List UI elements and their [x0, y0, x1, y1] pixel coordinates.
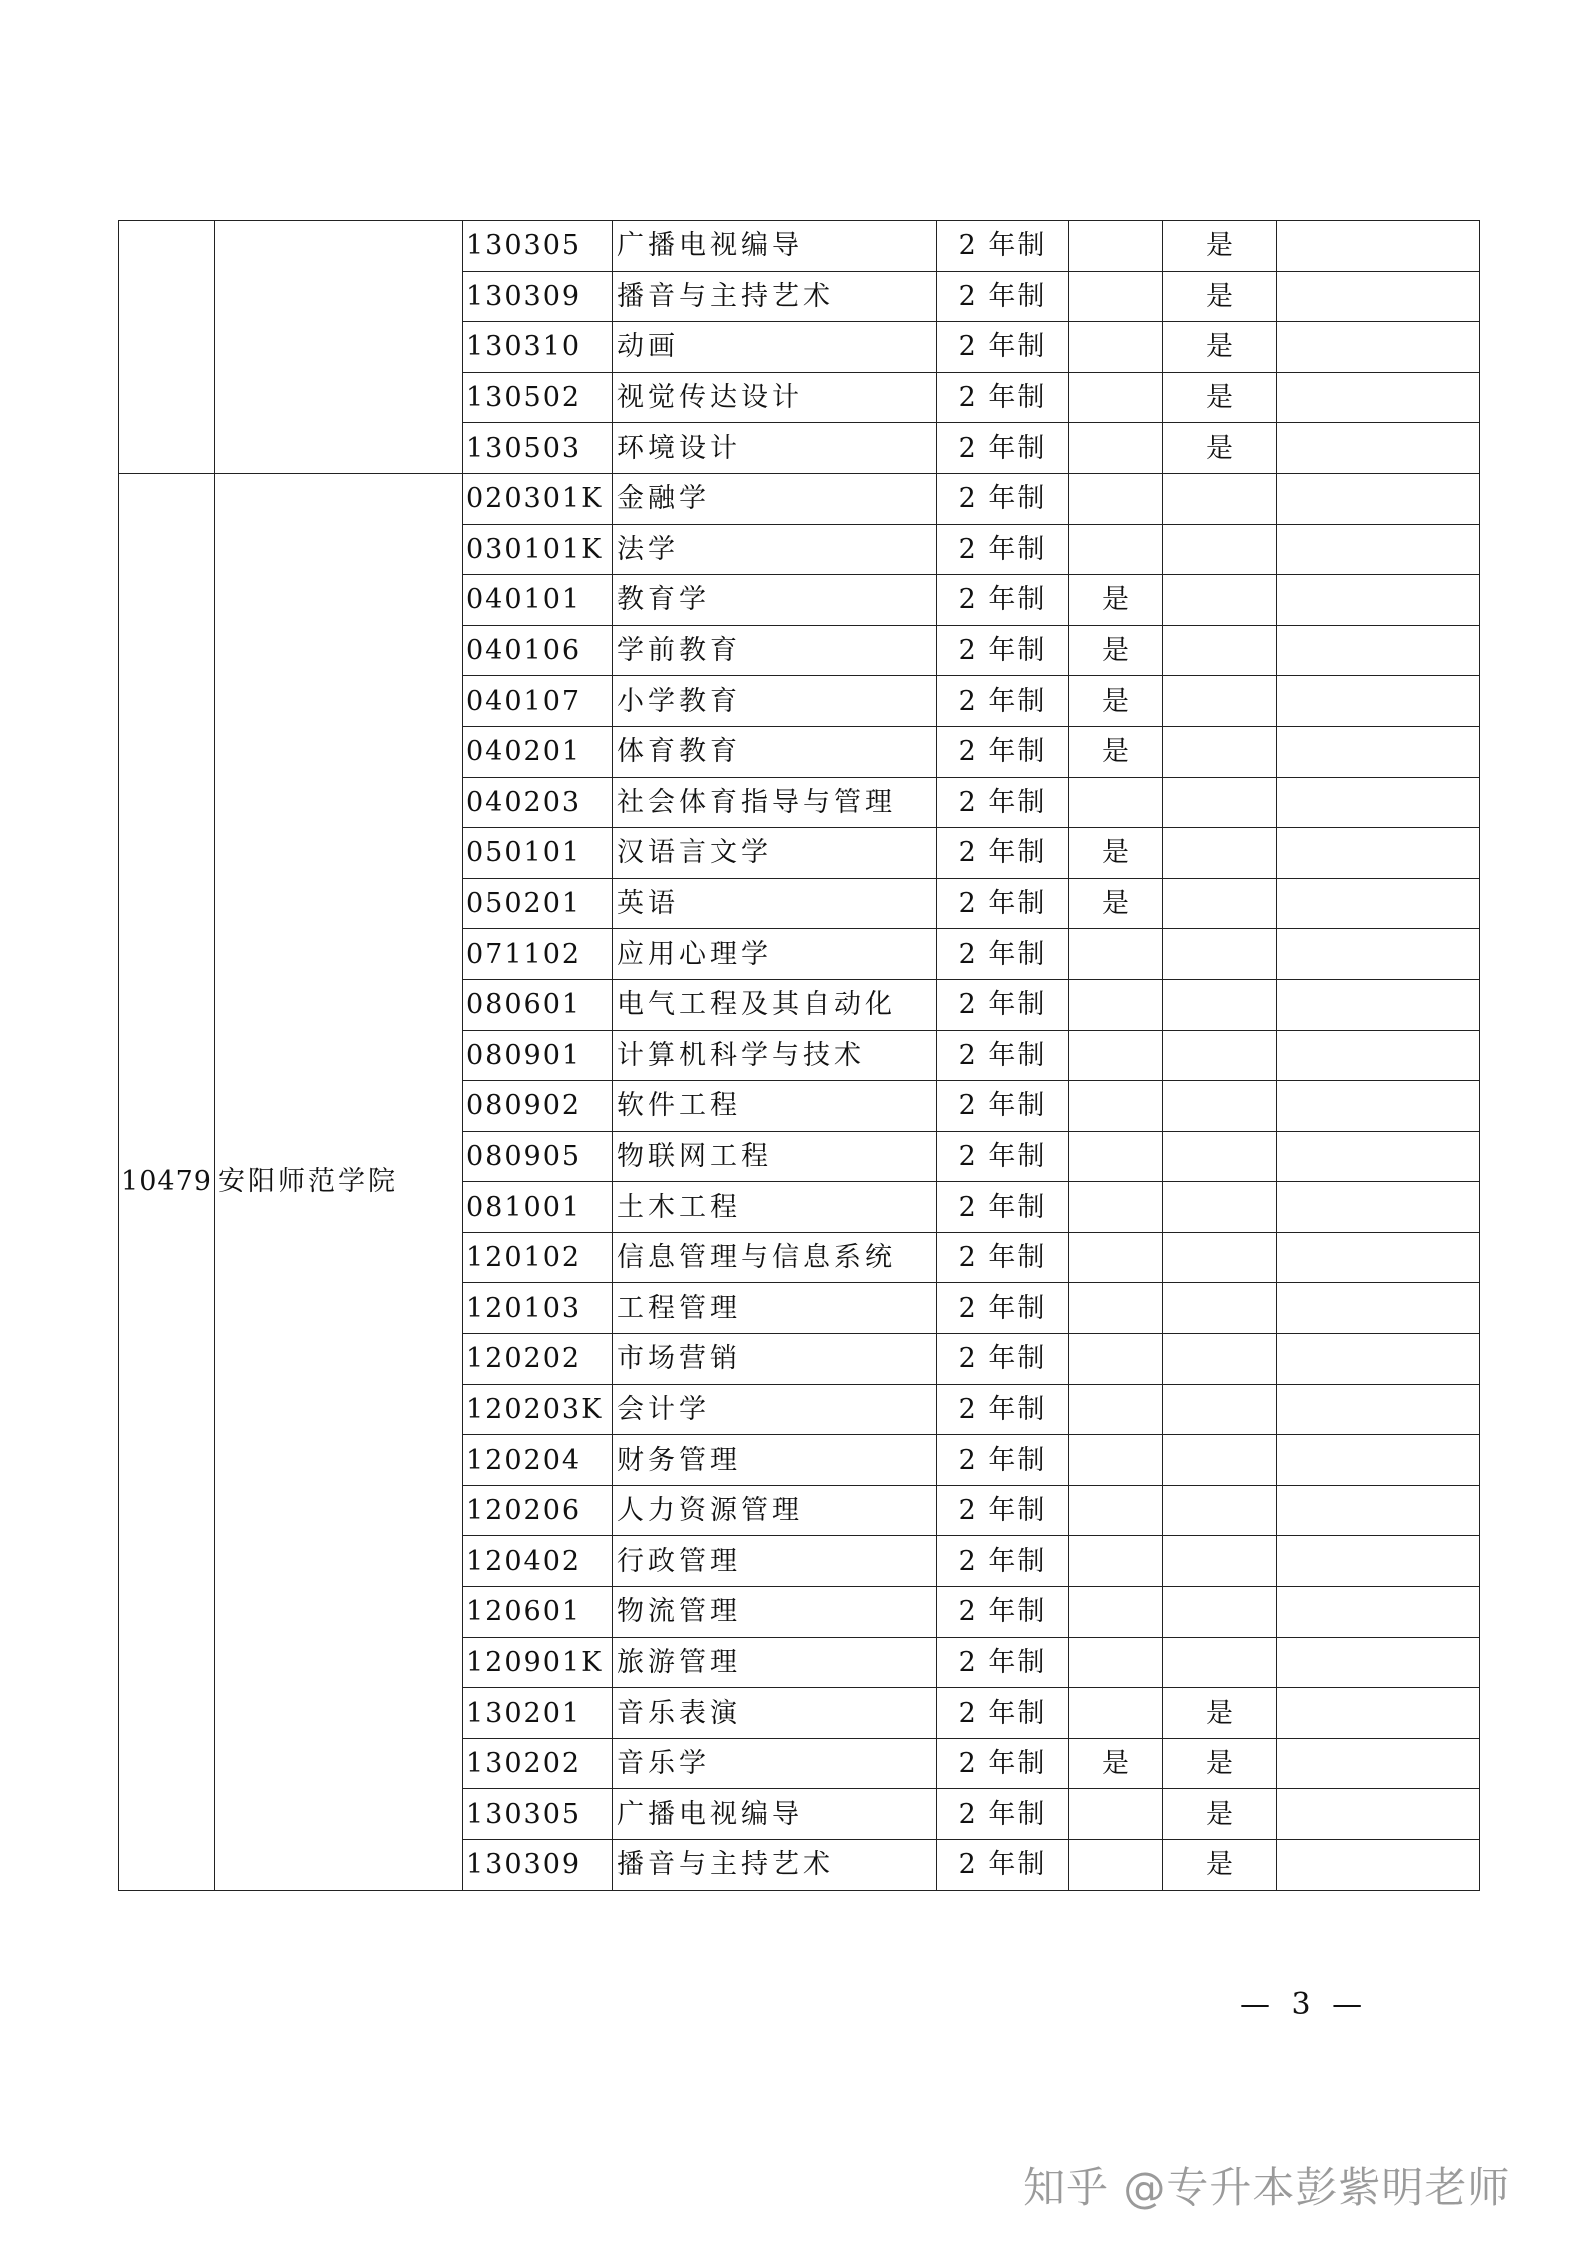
mark-col-b-cell [1163, 1536, 1277, 1587]
mark-col-a-cell [1069, 372, 1163, 423]
remarks-cell [1277, 979, 1480, 1030]
major-code-cell: 040201 [463, 726, 613, 777]
major-code-cell: 130309 [463, 271, 613, 322]
mark-col-a-cell [1069, 1384, 1163, 1435]
major-code-cell: 080901 [463, 1030, 613, 1081]
remarks-cell [1277, 1283, 1480, 1334]
major-code-cell: 130502 [463, 372, 613, 423]
mark-col-a-cell [1069, 1232, 1163, 1283]
major-name-cell: 信息管理与信息系统 [613, 1232, 937, 1283]
watermark: 知乎 @专升本彭紫明老师 [1023, 2163, 1511, 2212]
major-name-cell: 会计学 [613, 1384, 937, 1435]
major-code-cell: 130305 [463, 1789, 613, 1840]
major-code-cell: 130309 [463, 1840, 613, 1891]
mark-col-b-cell [1163, 1384, 1277, 1435]
major-code-cell: 120203K [463, 1384, 613, 1435]
remarks-cell [1277, 676, 1480, 727]
mark-col-a-cell [1069, 1334, 1163, 1385]
major-name-cell: 广播电视编导 [613, 221, 937, 272]
mark-col-a-cell [1069, 979, 1163, 1030]
mark-col-a-cell [1069, 322, 1163, 373]
mark-col-b-cell [1163, 1587, 1277, 1638]
major-name-cell: 行政管理 [613, 1536, 937, 1587]
mark-col-b-cell [1163, 1030, 1277, 1081]
major-name-cell: 工程管理 [613, 1283, 937, 1334]
study-length-cell: 2 年制 [937, 372, 1069, 423]
study-length-cell: 2 年制 [937, 575, 1069, 626]
remarks-cell [1277, 1131, 1480, 1182]
remarks-cell [1277, 1182, 1480, 1233]
major-code-cell: 080601 [463, 979, 613, 1030]
study-length-cell: 2 年制 [937, 524, 1069, 575]
major-name-cell: 教育学 [613, 575, 937, 626]
mark-col-a-cell: 是 [1069, 575, 1163, 626]
mark-col-b-cell: 是 [1163, 1688, 1277, 1739]
mark-col-b-cell [1163, 828, 1277, 879]
major-code-cell: 040203 [463, 777, 613, 828]
mark-col-b-cell [1163, 979, 1277, 1030]
study-length-cell: 2 年制 [937, 625, 1069, 676]
major-name-cell: 音乐表演 [613, 1688, 937, 1739]
study-length-cell: 2 年制 [937, 878, 1069, 929]
remarks-cell [1277, 1637, 1480, 1688]
study-length-cell: 2 年制 [937, 423, 1069, 474]
mark-col-a-cell [1069, 1081, 1163, 1132]
remarks-cell [1277, 625, 1480, 676]
major-name-cell: 音乐学 [613, 1738, 937, 1789]
institution-code-cell: 10479 [119, 473, 215, 1890]
study-length-cell: 2 年制 [937, 929, 1069, 980]
major-name-cell: 法学 [613, 524, 937, 575]
major-name-cell: 软件工程 [613, 1081, 937, 1132]
remarks-cell [1277, 322, 1480, 373]
remarks-cell [1277, 1384, 1480, 1435]
mark-col-a-cell [1069, 271, 1163, 322]
major-name-cell: 汉语言文学 [613, 828, 937, 879]
major-name-cell: 物流管理 [613, 1587, 937, 1638]
mark-col-b-cell [1163, 625, 1277, 676]
major-code-cell: 120402 [463, 1536, 613, 1587]
major-code-cell: 130310 [463, 322, 613, 373]
major-code-cell: 040107 [463, 676, 613, 727]
study-length-cell: 2 年制 [937, 221, 1069, 272]
table-body [119, 221, 1480, 1891]
study-length-cell: 2 年制 [937, 676, 1069, 727]
mark-col-b-cell [1163, 473, 1277, 524]
study-length-cell: 2 年制 [937, 1131, 1069, 1182]
study-length-cell: 2 年制 [937, 1485, 1069, 1536]
mark-col-b-cell: 是 [1163, 271, 1277, 322]
study-length-cell: 2 年制 [937, 777, 1069, 828]
major-code-cell: 120206 [463, 1485, 613, 1536]
study-length-cell: 2 年制 [937, 473, 1069, 524]
remarks-cell [1277, 372, 1480, 423]
remarks-cell [1277, 1789, 1480, 1840]
study-length-cell: 2 年制 [937, 1081, 1069, 1132]
major-name-cell: 人力资源管理 [613, 1485, 937, 1536]
major-code-cell: 080905 [463, 1131, 613, 1182]
major-code-cell: 120102 [463, 1232, 613, 1283]
mark-col-a-cell [1069, 1030, 1163, 1081]
remarks-cell [1277, 423, 1480, 474]
mark-col-b-cell: 是 [1163, 322, 1277, 373]
major-code-cell: 050101 [463, 828, 613, 879]
remarks-cell [1277, 777, 1480, 828]
mark-col-b-cell [1163, 676, 1277, 727]
major-name-cell: 视觉传达设计 [613, 372, 937, 423]
major-name-cell: 旅游管理 [613, 1637, 937, 1688]
major-code-cell: 120901K [463, 1637, 613, 1688]
mark-col-a-cell [1069, 1587, 1163, 1638]
major-code-cell: 040106 [463, 625, 613, 676]
major-code-cell: 130202 [463, 1738, 613, 1789]
institution-name-cell: 安阳师范学院 [215, 473, 463, 1890]
major-code-cell: 030101K [463, 524, 613, 575]
major-code-cell: 120204 [463, 1435, 613, 1486]
mark-col-a-cell [1069, 1283, 1163, 1334]
mark-col-b-cell: 是 [1163, 221, 1277, 272]
mark-col-b-cell [1163, 1334, 1277, 1385]
remarks-cell [1277, 1738, 1480, 1789]
remarks-cell [1277, 1688, 1480, 1739]
major-name-cell: 市场营销 [613, 1334, 937, 1385]
remarks-cell [1277, 1536, 1480, 1587]
page-number: — 3 — [1240, 1987, 1369, 2022]
major-name-cell: 播音与主持艺术 [613, 271, 937, 322]
major-name-cell: 小学教育 [613, 676, 937, 727]
mark-col-b-cell [1163, 1131, 1277, 1182]
mark-col-a-cell [1069, 1637, 1163, 1688]
study-length-cell: 2 年制 [937, 1232, 1069, 1283]
study-length-cell: 2 年制 [937, 1738, 1069, 1789]
remarks-cell [1277, 221, 1480, 272]
mark-col-a-cell [1069, 1485, 1163, 1536]
remarks-cell [1277, 828, 1480, 879]
major-name-cell: 广播电视编导 [613, 1789, 937, 1840]
institution-name-cell [215, 221, 463, 474]
major-code-cell: 130201 [463, 1688, 613, 1739]
table-row [119, 473, 1480, 524]
majors-table [118, 220, 1480, 1891]
mark-col-a-cell [1069, 221, 1163, 272]
study-length-cell: 2 年制 [937, 322, 1069, 373]
mark-col-b-cell: 是 [1163, 1840, 1277, 1891]
major-name-cell: 播音与主持艺术 [613, 1840, 937, 1891]
mark-col-a-cell [1069, 473, 1163, 524]
remarks-cell [1277, 929, 1480, 980]
mark-col-a-cell [1069, 1182, 1163, 1233]
study-length-cell: 2 年制 [937, 1789, 1069, 1840]
major-code-cell: 120601 [463, 1587, 613, 1638]
major-code-cell: 120103 [463, 1283, 613, 1334]
remarks-cell [1277, 1030, 1480, 1081]
mark-col-a-cell [1069, 1131, 1163, 1182]
study-length-cell: 2 年制 [937, 1334, 1069, 1385]
remarks-cell [1277, 1587, 1480, 1638]
major-name-cell: 财务管理 [613, 1435, 937, 1486]
major-name-cell: 应用心理学 [613, 929, 937, 980]
study-length-cell: 2 年制 [937, 1587, 1069, 1638]
mark-col-b-cell [1163, 878, 1277, 929]
major-code-cell: 071102 [463, 929, 613, 980]
study-length-cell: 2 年制 [937, 1536, 1069, 1587]
mark-col-a-cell [1069, 1789, 1163, 1840]
study-length-cell: 2 年制 [937, 1283, 1069, 1334]
mark-col-a-cell [1069, 1688, 1163, 1739]
major-name-cell: 土木工程 [613, 1182, 937, 1233]
study-length-cell: 2 年制 [937, 271, 1069, 322]
mark-col-b-cell [1163, 1232, 1277, 1283]
major-name-cell: 学前教育 [613, 625, 937, 676]
mark-col-b-cell: 是 [1163, 1738, 1277, 1789]
mark-col-a-cell: 是 [1069, 676, 1163, 727]
study-length-cell: 2 年制 [937, 1030, 1069, 1081]
remarks-cell [1277, 878, 1480, 929]
major-code-cell: 120202 [463, 1334, 613, 1385]
mark-col-a-cell [1069, 1435, 1163, 1486]
mark-col-b-cell [1163, 524, 1277, 575]
table-row [119, 221, 1480, 272]
mark-col-a-cell [1069, 1840, 1163, 1891]
mark-col-a-cell: 是 [1069, 726, 1163, 777]
mark-col-b-cell [1163, 1283, 1277, 1334]
remarks-cell [1277, 1232, 1480, 1283]
major-name-cell: 金融学 [613, 473, 937, 524]
mark-col-b-cell: 是 [1163, 423, 1277, 474]
study-length-cell: 2 年制 [937, 1688, 1069, 1739]
major-code-cell: 020301K [463, 473, 613, 524]
remarks-cell [1277, 726, 1480, 777]
remarks-cell [1277, 1435, 1480, 1486]
mark-col-a-cell: 是 [1069, 625, 1163, 676]
mark-col-b-cell [1163, 1485, 1277, 1536]
remarks-cell [1277, 1485, 1480, 1536]
major-name-cell: 英语 [613, 878, 937, 929]
major-name-cell: 体育教育 [613, 726, 937, 777]
study-length-cell: 2 年制 [937, 726, 1069, 777]
study-length-cell: 2 年制 [937, 979, 1069, 1030]
mark-col-a-cell [1069, 524, 1163, 575]
mark-col-a-cell: 是 [1069, 1738, 1163, 1789]
study-length-cell: 2 年制 [937, 1182, 1069, 1233]
major-name-cell: 电气工程及其自动化 [613, 979, 937, 1030]
mark-col-b-cell [1163, 1182, 1277, 1233]
mark-col-b-cell: 是 [1163, 372, 1277, 423]
mark-col-b-cell [1163, 777, 1277, 828]
major-code-cell: 130305 [463, 221, 613, 272]
remarks-cell [1277, 1081, 1480, 1132]
major-code-cell: 130503 [463, 423, 613, 474]
mark-col-b-cell [1163, 1435, 1277, 1486]
mark-col-a-cell [1069, 777, 1163, 828]
mark-col-b-cell [1163, 929, 1277, 980]
major-code-cell: 080902 [463, 1081, 613, 1132]
mark-col-b-cell [1163, 575, 1277, 626]
remarks-cell [1277, 473, 1480, 524]
mark-col-b-cell [1163, 726, 1277, 777]
mark-col-a-cell: 是 [1069, 878, 1163, 929]
remarks-cell [1277, 1840, 1480, 1891]
major-name-cell: 环境设计 [613, 423, 937, 474]
remarks-cell [1277, 575, 1480, 626]
institution-code-cell [119, 221, 215, 474]
mark-col-b-cell [1163, 1637, 1277, 1688]
study-length-cell: 2 年制 [937, 1637, 1069, 1688]
mark-col-a-cell [1069, 929, 1163, 980]
major-code-cell: 040101 [463, 575, 613, 626]
remarks-cell [1277, 271, 1480, 322]
major-name-cell: 动画 [613, 322, 937, 373]
major-code-cell: 081001 [463, 1182, 613, 1233]
major-name-cell: 计算机科学与技术 [613, 1030, 937, 1081]
mark-col-b-cell: 是 [1163, 1789, 1277, 1840]
study-length-cell: 2 年制 [937, 1435, 1069, 1486]
mark-col-b-cell [1163, 1081, 1277, 1132]
study-length-cell: 2 年制 [937, 1840, 1069, 1891]
major-name-cell: 社会体育指导与管理 [613, 777, 937, 828]
study-length-cell: 2 年制 [937, 1384, 1069, 1435]
mark-col-a-cell [1069, 1536, 1163, 1587]
remarks-cell [1277, 1334, 1480, 1385]
mark-col-a-cell [1069, 423, 1163, 474]
remarks-cell [1277, 524, 1480, 575]
study-length-cell: 2 年制 [937, 828, 1069, 879]
major-name-cell: 物联网工程 [613, 1131, 937, 1182]
major-code-cell: 050201 [463, 878, 613, 929]
mark-col-a-cell: 是 [1069, 828, 1163, 879]
